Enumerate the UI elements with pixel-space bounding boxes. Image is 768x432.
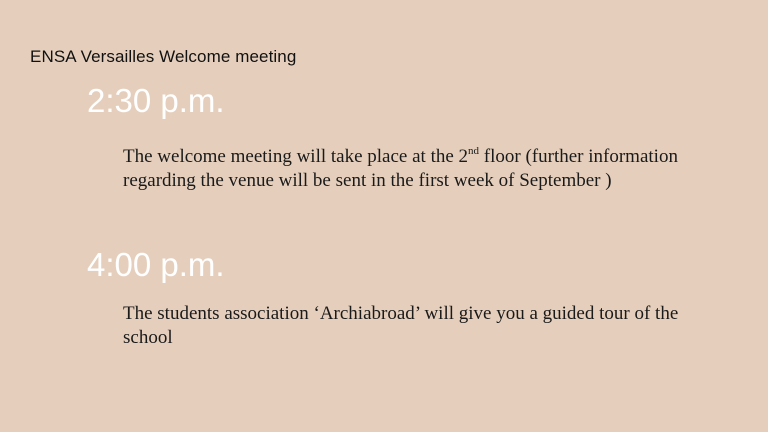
ordinal-suffix: nd — [468, 144, 480, 157]
agenda-item-description-1 — [123, 145, 683, 193]
time-heading-1: 2:30 p.m. — [87, 82, 225, 119]
description-text-continued: floor (further information regarding the venue will be sent in the first week of September ) — [123, 146, 678, 191]
description-text: The welcome meeting will take place at the 2 — [123, 146, 469, 167]
time-heading-2: 4:00 p.m. — [87, 246, 225, 283]
agenda-item-description-2: The students association ‘Archiabroad’ will give you a guided tour of the school — [123, 303, 679, 348]
slide-title: ENSA Versailles Welcome meeting — [30, 47, 297, 66]
